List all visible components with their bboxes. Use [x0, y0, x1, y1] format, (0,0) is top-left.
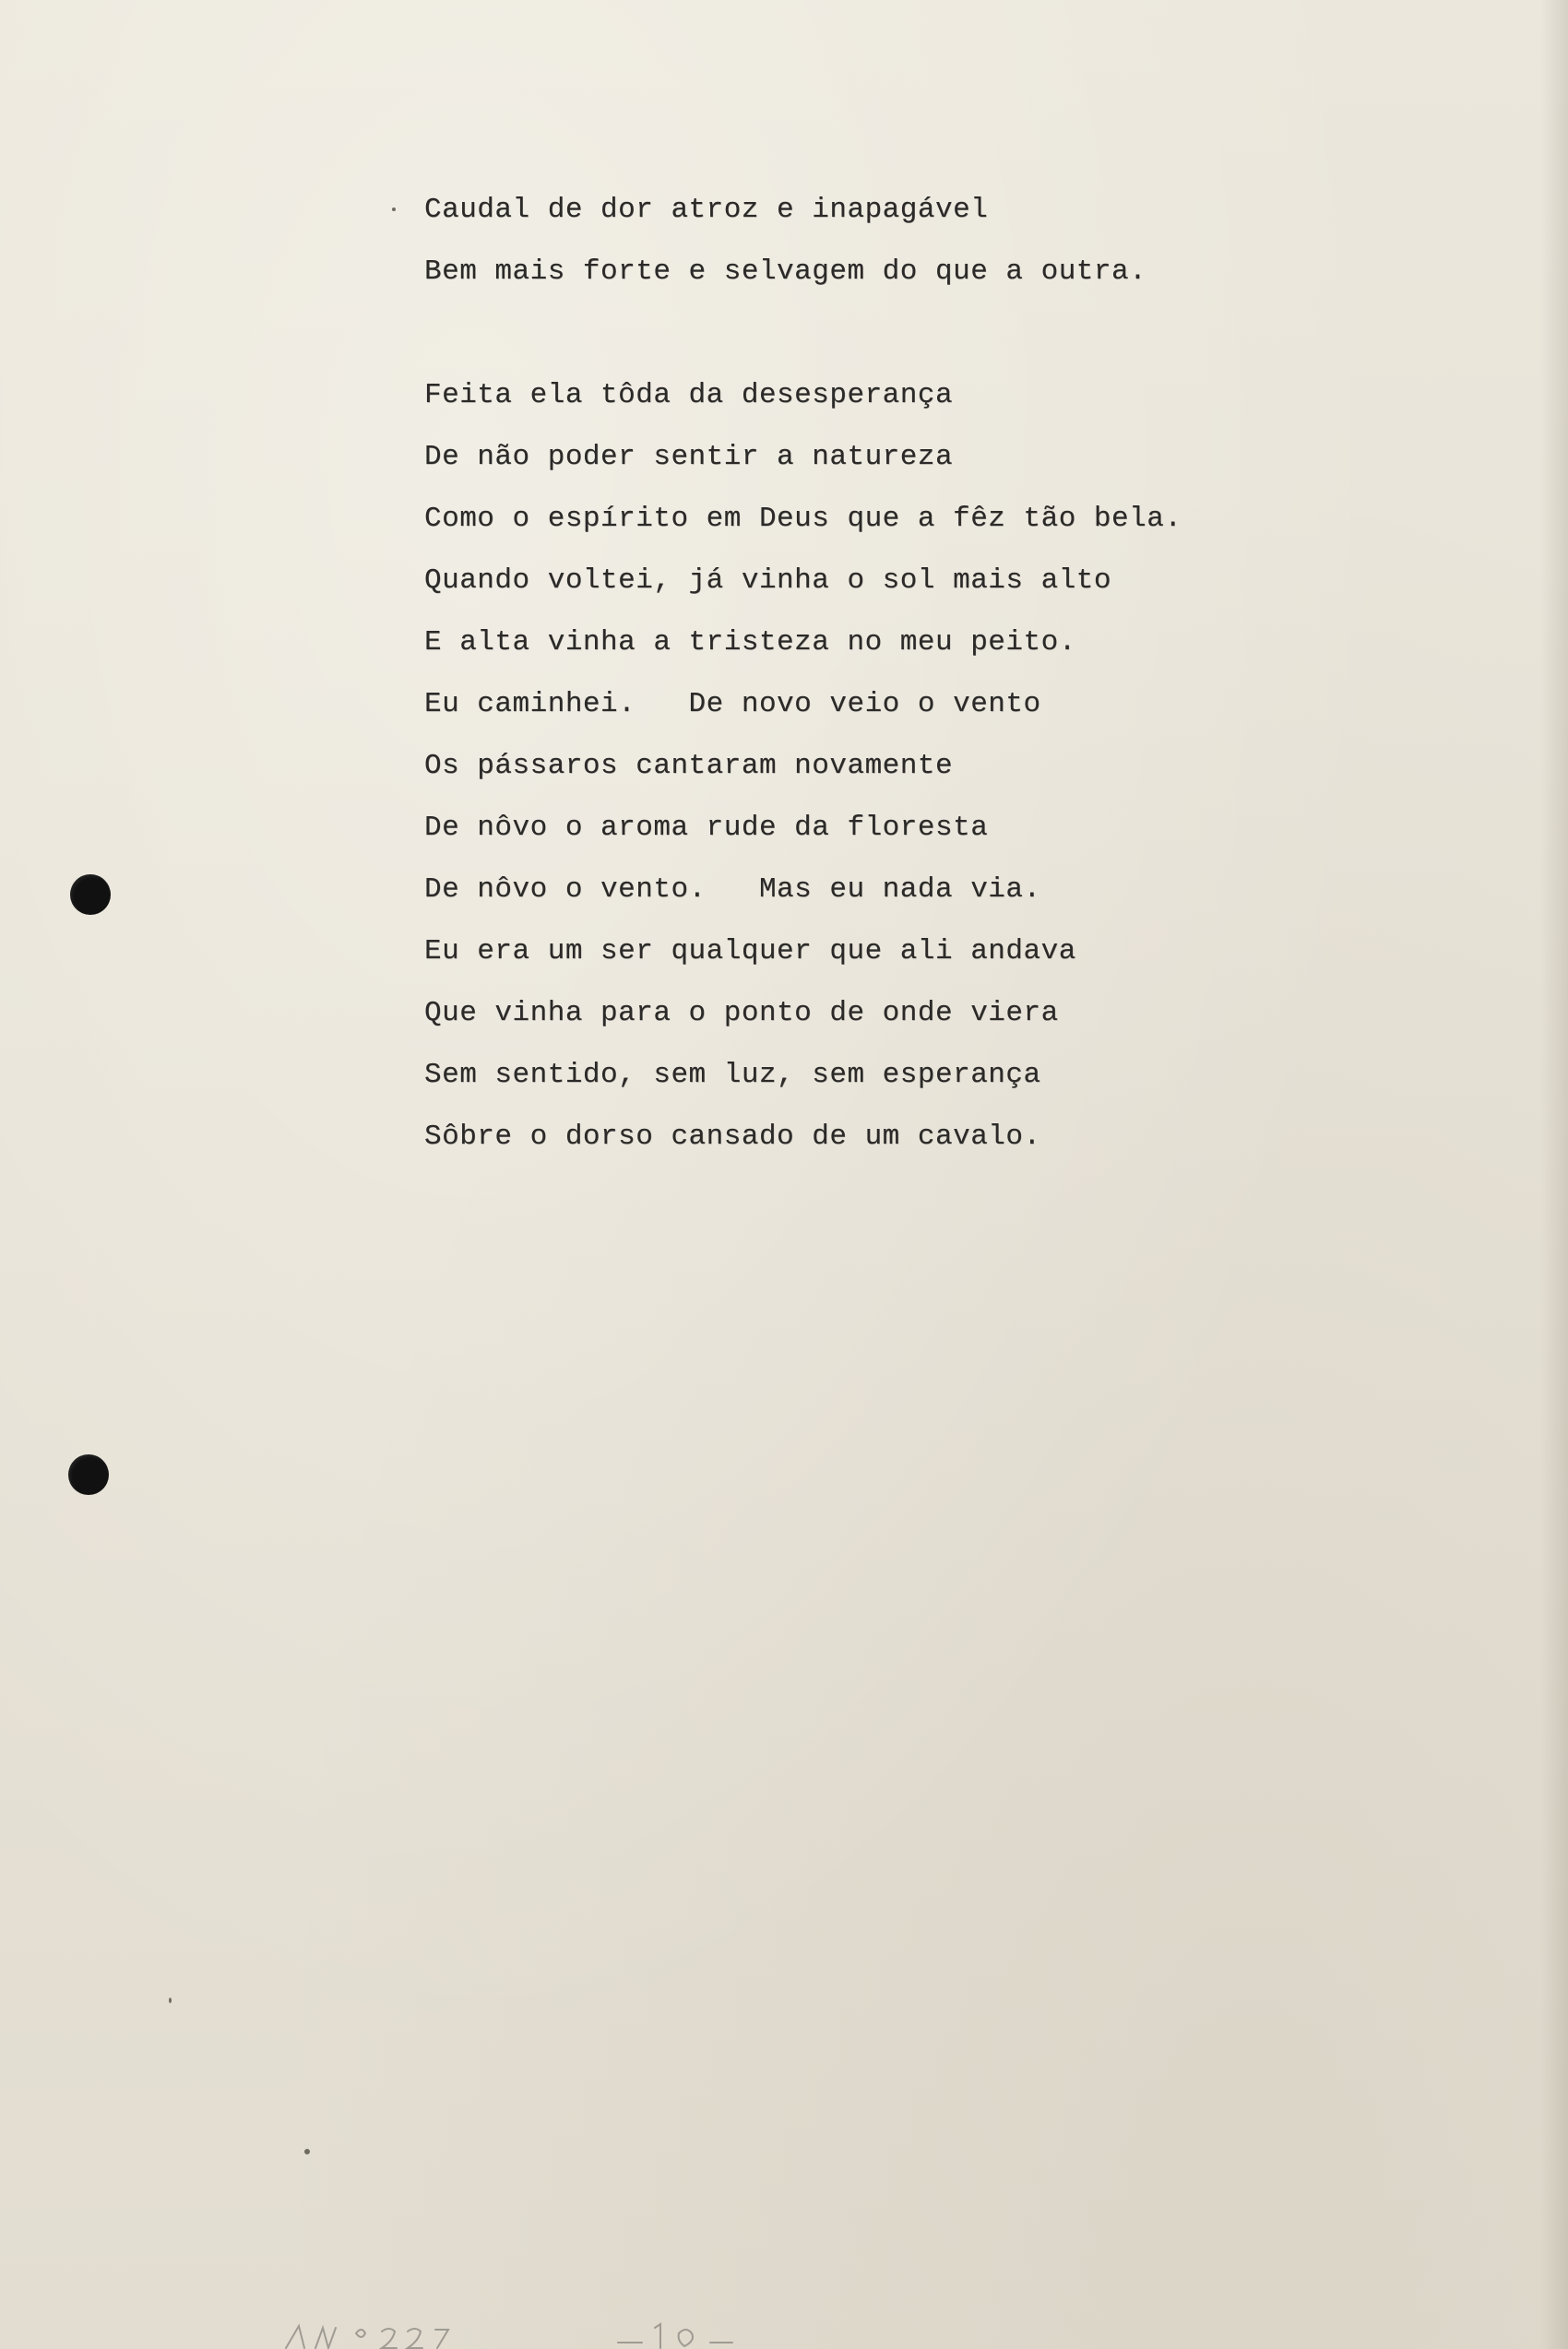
- paper-speck: [304, 2149, 310, 2154]
- stanza-1: [424, 187, 1485, 311]
- paper-speck: [392, 208, 396, 211]
- poem-line: Eu era um ser qualquer que ali andava: [424, 935, 1076, 967]
- stanza-break: [424, 311, 1485, 373]
- punch-hole: [70, 874, 111, 915]
- pencil-archive-marking: [267, 2306, 913, 2349]
- pencil-scribble-icon: [267, 2306, 913, 2349]
- poem-line: Feita ela tôda da desesperança: [424, 379, 954, 411]
- poem-line: E alta vinha a tristeza no meu peito.: [424, 626, 1076, 658]
- poem-line: Bem mais forte e selvagem do que a outra.: [424, 255, 1147, 288]
- poem-line: Caudal de dor atroz e inapagável: [424, 194, 989, 226]
- poem-line: De não poder sentir a natureza: [424, 441, 954, 473]
- poem-line: Eu caminhei. De novo veio o vento: [424, 688, 1041, 720]
- poem-line: Como o espírito em Deus que a fêz tão bela.: [424, 503, 1182, 535]
- poem-line: Sôbre o dorso cansado de um cavalo.: [424, 1121, 1041, 1153]
- poem-text: [424, 187, 1485, 1176]
- poem-line: De nôvo o vento. Mas eu nada via.: [424, 873, 1041, 906]
- stanza-2: [424, 373, 1485, 1176]
- paper-speck: [169, 1998, 172, 2003]
- poem-line: Quando voltei, já vinha o sol mais alto: [424, 564, 1112, 597]
- punch-hole: [68, 1454, 109, 1495]
- poem-line: Os pássaros cantaram novamente: [424, 750, 954, 782]
- poem-line: Que vinha para o ponto de onde viera: [424, 997, 1059, 1029]
- poem-line: De nôvo o aroma rude da floresta: [424, 812, 989, 844]
- poem-line: Sem sentido, sem luz, sem esperança: [424, 1059, 1041, 1091]
